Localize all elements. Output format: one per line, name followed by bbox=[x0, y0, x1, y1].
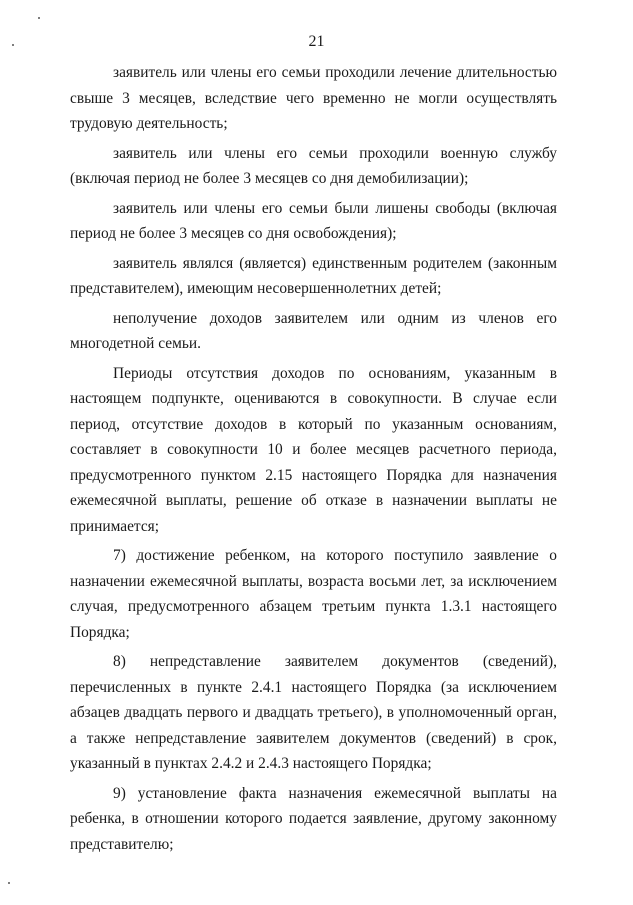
scan-speck bbox=[12, 44, 14, 46]
paragraph-military-service: заявитель или члены его семьи проходили военную службу (включая период не более 3 месяцев со дня демобилизации); bbox=[70, 144, 557, 187]
scan-speck bbox=[8, 882, 10, 884]
document-body bbox=[70, 60, 557, 857]
paragraph-single-parent: заявитель являлся (является) единственным родителем (законным представителем), имеющим несовершеннолетних детей; bbox=[70, 254, 557, 297]
paragraph-income-periods: Периоды отсутствия доходов по основаниям, указанным в настоящем подпункте, оцениваются в совокупности. В случае если период, отсутствие доходов в который по указанным основаниям, составляет в совокупности 10 и более месяцев расчетного периода, предусмотренного пунктом 2.15 настоящего Порядка для назначения ежемесячной выплаты, решение об отказе в назначении выплаты не принимается; bbox=[70, 364, 557, 535]
scan-speck bbox=[38, 17, 40, 19]
paragraph-item-9: 9) установление факта назначения ежемесячной выплаты на ребенка, в отношении которого подается заявление, другому законному представителю; bbox=[70, 784, 557, 853]
paragraph-item-8: 8) непредставление заявителем документов (сведений), перечисленных в пункте 2.4.1 настоящего Порядка (за исключением абзацев двадцать первого и двадцать третьего), в уполномоченный орган, а также непредставление заявителем документов (сведений) в срок, указанный в пунктах 2.4.2 и 2.4.3 настоящего Порядка; bbox=[70, 653, 557, 772]
paragraph-treatment: заявитель или члены его семьи проходили лечение длительностью свыше 3 месяцев, вследствие чего временно не могли осуществлять трудовую деятельность; bbox=[70, 64, 557, 132]
page-number: 21 bbox=[308, 33, 325, 50]
paragraph-item-7: 7) достижение ребенком, на которого поступило заявление о назначении ежемесячной выплаты, возраста восьми лет, за исключением случая, предусмотренного абзацем третьим пункта 1.3.1 настоящего Порядка; bbox=[70, 547, 557, 641]
paragraph-large-family: неполучение доходов заявителем или одним из членов его многодетной семьи. bbox=[70, 309, 557, 352]
paragraph-imprisonment: заявитель или члены его семьи были лишены свободы (включая период не более 3 месяцев со дня освобождения); bbox=[70, 199, 557, 242]
